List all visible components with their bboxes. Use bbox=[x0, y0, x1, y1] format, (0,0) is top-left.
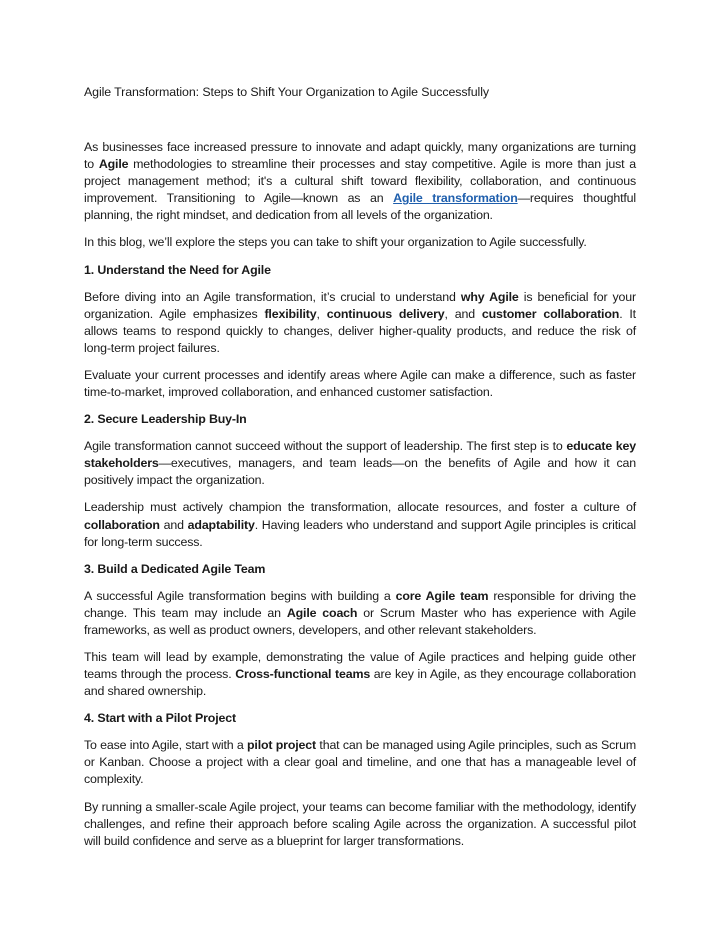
section-paragraph: Evaluate your current processes and identify areas where Agile can make a difference, such as faster time-to-market, improved collaboration, and enhanced customer satisfaction. bbox=[84, 367, 636, 400]
bold-term: collaboration bbox=[84, 517, 160, 532]
text-run: —requires thoughtful planning, the right mindset, and dedication from all levels of the organization. bbox=[84, 191, 636, 223]
text-run: , and bbox=[444, 306, 482, 321]
section-paragraph bbox=[84, 649, 636, 700]
section-heading: 2. Secure Leadership Buy-In bbox=[84, 412, 247, 427]
intro-summary-paragraph: In this blog, we’ll explore the steps you can take to shift your organization to Agile successfully. bbox=[84, 235, 587, 250]
section-paragraph bbox=[84, 499, 636, 550]
text-run: A successful Agile transformation begins with building a bbox=[84, 588, 396, 603]
section-heading: 4. Start with a Pilot Project bbox=[84, 711, 236, 726]
text-run: , bbox=[316, 306, 327, 321]
bold-term: pilot project bbox=[246, 738, 317, 753]
document-title: Agile Transformation: Steps to Shift Your Organization to Agile Successfully bbox=[84, 85, 489, 99]
bold-term: flexibility bbox=[264, 306, 317, 321]
agile-transformation-link[interactable]: Agile transformation bbox=[393, 191, 518, 206]
section-paragraph bbox=[84, 588, 636, 639]
text-run: and bbox=[159, 517, 188, 532]
bold-term: why Agile bbox=[460, 289, 519, 304]
section-paragraph bbox=[84, 289, 636, 357]
bold-term: Agile coach bbox=[286, 605, 358, 620]
bold-term: customer collaboration bbox=[481, 306, 620, 321]
text-run: . It allows teams to respond quickly to changes, deliver higher-quality products, and reduce the risk of long-term project failures. bbox=[84, 306, 636, 355]
text-run: that can be managed using Agile principles, such as Scrum or Kanban. Choose a project with a clear goal and timeline, and one that has a manageable level of complexity. bbox=[84, 738, 636, 787]
section-paragraph: By running a smaller-scale Agile project, your teams can become familiar with the methodology, identify challenges, and refine their approach before scaling Agile across the organization. A successful pilot will build confidence and serve as a blueprint for larger transformations. bbox=[84, 799, 636, 848]
bold-term: continuous delivery bbox=[326, 306, 445, 321]
text-run: responsible for driving the change. This team may include an bbox=[84, 588, 637, 620]
text-run: As businesses face increased pressure to innovate and adapt quickly, many organizations are turning to bbox=[84, 140, 636, 172]
bold-term: core Agile team bbox=[395, 588, 489, 603]
section-heading: 3. Build a Dedicated Agile Team bbox=[84, 561, 266, 576]
text-run: To ease into Agile, start with a bbox=[84, 738, 247, 753]
text-run: —executives, managers, and team leads—on the benefits of Agile and how it can positively impact the organization. bbox=[84, 456, 636, 488]
text-run: This team will lead by example, demonstrating the value of Agile practices and helping guide other teams through the process. bbox=[84, 649, 636, 682]
document-page bbox=[84, 84, 636, 860]
bold-term: Cross-functional teams bbox=[235, 667, 371, 682]
section-heading: 1. Understand the Need for Agile bbox=[84, 262, 271, 277]
text-run: . Having leaders who understand and support Agile principles is critical for long-term success. bbox=[84, 517, 636, 549]
bold-term: educate key stakeholders bbox=[84, 439, 636, 471]
text-run: Before diving into an Agile transformation, it’s crucial to understand bbox=[84, 289, 461, 304]
bold-term: Agile bbox=[98, 157, 129, 172]
section-paragraph bbox=[84, 438, 636, 489]
bold-term: adaptability bbox=[187, 517, 255, 532]
intro-paragraph bbox=[84, 139, 636, 224]
text-run: Agile transformation cannot succeed without the support of leadership. The first step is to bbox=[84, 439, 567, 454]
text-run: is beneficial for your organization. Agile emphasizes bbox=[84, 289, 637, 321]
text-run: Leadership must actively champion the transformation, allocate resources, and foster a culture of bbox=[84, 500, 636, 515]
text-run: are key in Agile, as they encourage collaboration and shared ownership. bbox=[84, 667, 636, 699]
section-paragraph bbox=[84, 737, 636, 788]
text-run: or Scrum Master who has experience with Agile frameworks, as well as product owners, developers, and other relevant stakeholders. bbox=[84, 605, 637, 637]
text-run: methodologies to streamline their processes and stay competitive. Agile is more than just a project management method; it's a cultural shift toward flexibility, collaboration, and continuous improvement. Transitioning to Agile—known as an bbox=[84, 157, 636, 206]
